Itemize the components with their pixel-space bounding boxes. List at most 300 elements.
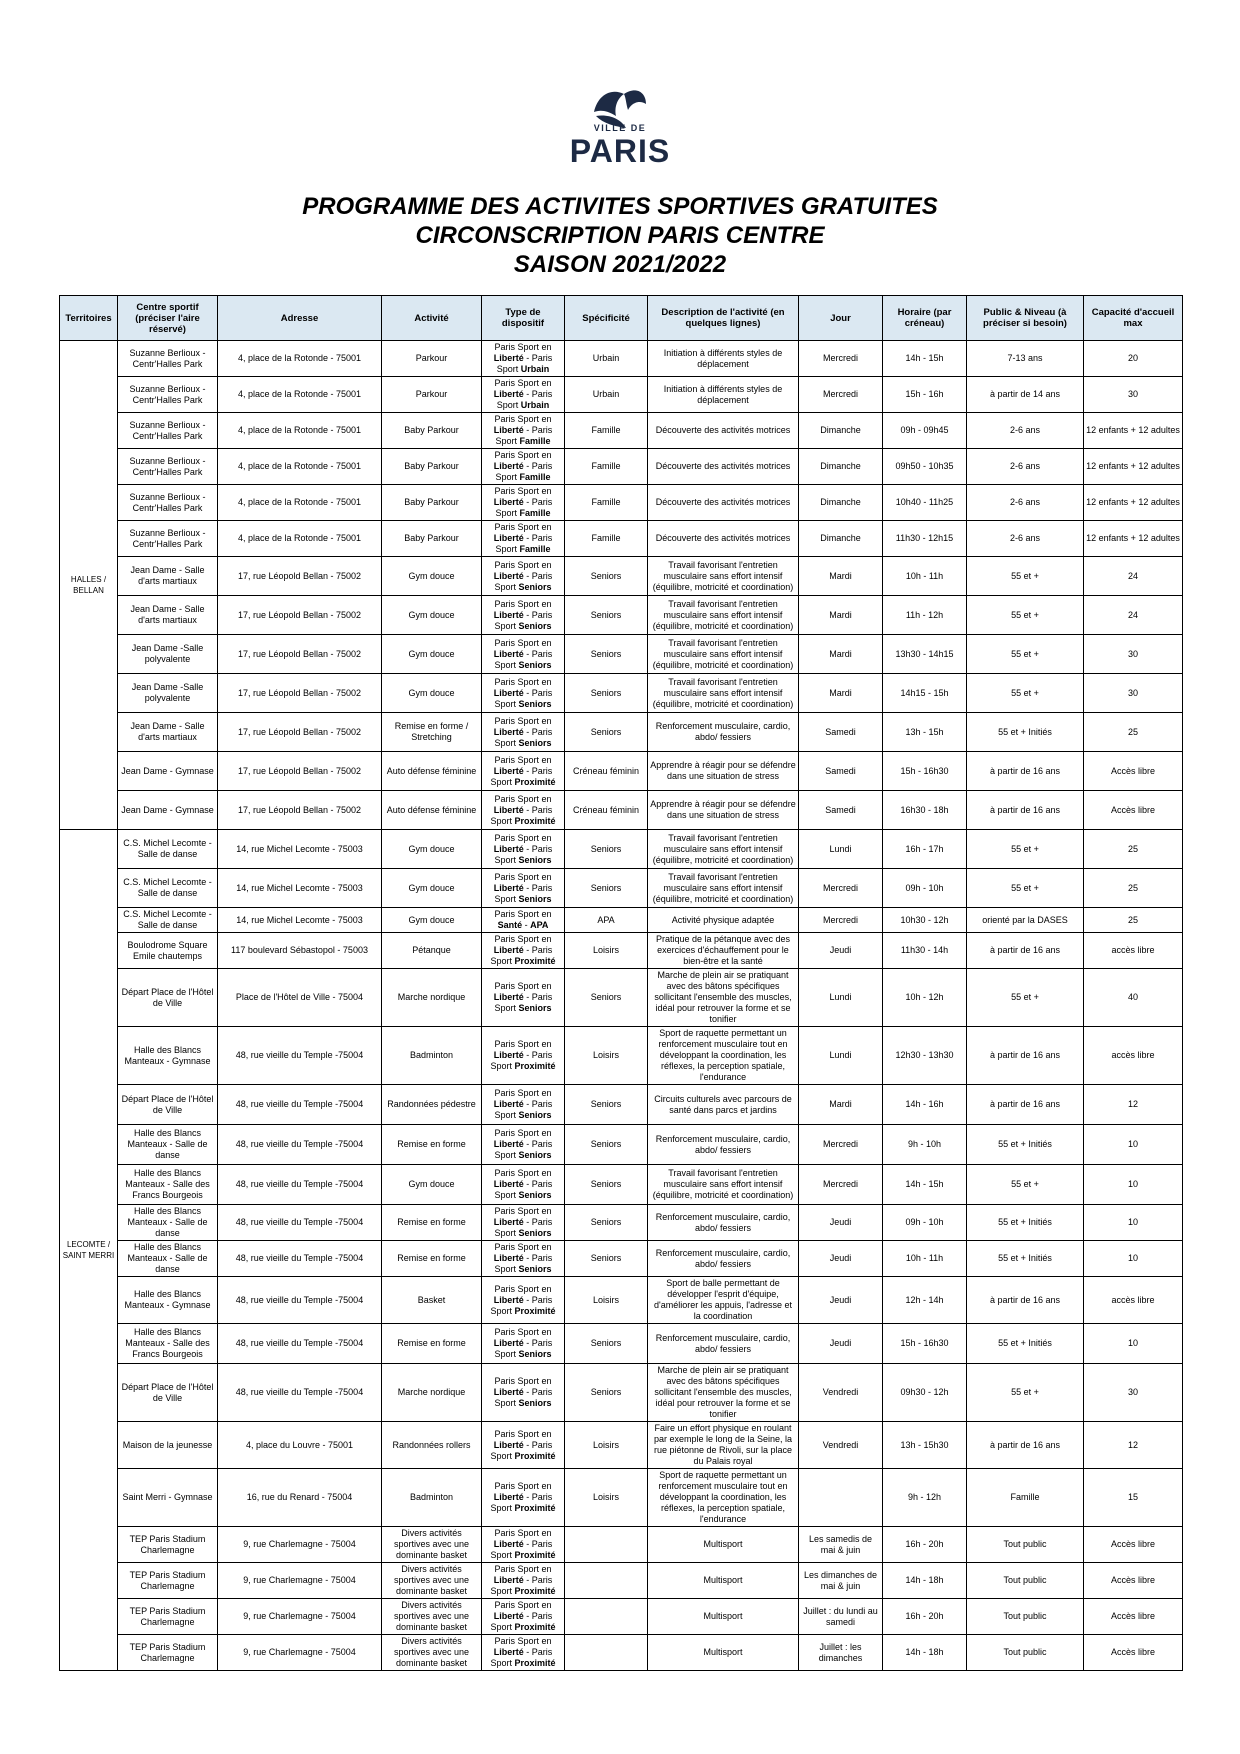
dispositif-pre: Paris Sport en xyxy=(494,832,552,843)
dispositif-bold1: Liberté xyxy=(493,1647,524,1657)
dispositif-pre: Paris Sport en xyxy=(494,1128,552,1138)
day-cell: Jeudi xyxy=(799,1324,883,1364)
dispositif-bold1: Liberté xyxy=(493,389,524,399)
time-cell: 15h - 16h30 xyxy=(883,1324,967,1364)
logo-subtitle: VILLE DE xyxy=(593,123,647,133)
dispositif-mid: - Paris Sport xyxy=(494,609,553,631)
dispositif-mid: - Paris Sport xyxy=(490,1294,553,1316)
activity-cell: Parkour xyxy=(382,377,482,413)
description-cell: Faire un effort physique en roulant par exemple le long de la Seine, la rue piétonne de Rivoli, sur la place du Palais royal xyxy=(648,1422,799,1469)
dispositif-bold1: Liberté xyxy=(493,570,524,581)
day-cell: Dimanche xyxy=(799,521,883,557)
audience-cell: 7-13 ans xyxy=(967,341,1084,377)
dispositif-pre: Paris Sport en xyxy=(494,909,552,919)
specificity-cell: Seniors xyxy=(565,1364,648,1422)
dispositif-bold2: Seniors xyxy=(518,1110,552,1120)
dispositif-bold1: Santé xyxy=(497,920,523,930)
dispositif-cell xyxy=(482,908,565,933)
dispositif-bold2: Seniors xyxy=(518,854,552,865)
dispositif-cell xyxy=(482,413,565,449)
capacity-cell: Accès libre xyxy=(1084,752,1183,791)
document-title: PROGRAMME DES ACTIVITES SPORTIVES GRATUITES xyxy=(302,193,938,220)
activities-table xyxy=(59,295,1183,1671)
dispositif-pre: Paris Sport en xyxy=(494,793,552,804)
audience-cell: à partir de 14 ans xyxy=(967,377,1084,413)
time-cell: 10h - 11h xyxy=(883,557,967,596)
dispositif-cell xyxy=(482,1085,565,1125)
table-row xyxy=(60,1125,1183,1165)
dispositif-bold2: Proximité xyxy=(514,1550,556,1560)
dispositif-pre: Paris Sport en xyxy=(494,1283,552,1294)
table-row xyxy=(60,830,1183,869)
audience-cell: 55 et + Initiés xyxy=(967,1241,1084,1277)
dispositif-mid: - Paris Sport xyxy=(490,1539,553,1560)
dispositif-mid: - Paris Sport xyxy=(490,765,553,787)
activity-cell: Divers activités sportives avec une dominante basket xyxy=(382,1635,482,1671)
address-cell: 48, rue vieille du Temple -75004 xyxy=(218,1364,382,1422)
dispositif-bold2: Famille xyxy=(519,436,551,446)
activity-cell: Remise en forme / Stretching xyxy=(382,713,482,752)
capacity-cell: 24 xyxy=(1084,596,1183,635)
description-cell: Travail favorisant l'entretien musculaire sans effort intensif (équilibre, motricité et coordination) xyxy=(648,557,799,596)
description-cell: Apprendre à réagir pour se défendre dans une situation de stress xyxy=(648,791,799,830)
time-cell: 12h - 14h xyxy=(883,1277,967,1324)
dispositif-pre: Paris Sport en xyxy=(494,1481,552,1491)
time-cell: 9h - 10h xyxy=(883,1125,967,1165)
season-title: SAISON 2021/2022 xyxy=(513,251,727,278)
specificity-cell: Famille xyxy=(565,449,648,485)
dispositif-pre: Paris Sport en xyxy=(494,1168,552,1178)
activity-cell: Remise en forme xyxy=(382,1324,482,1364)
table-row xyxy=(60,596,1183,635)
day-cell: Les samedis de mai & juin xyxy=(799,1527,883,1563)
dispositif-pre: Paris Sport en xyxy=(494,414,552,424)
dispositif-mid: - Paris Sport xyxy=(494,1217,553,1238)
dispositif-cell xyxy=(482,521,565,557)
capacity-cell: Accès libre xyxy=(1084,791,1183,830)
dispositif-pre: Paris Sport en xyxy=(494,934,552,944)
dispositif-mid: - Paris Sport xyxy=(490,1439,553,1461)
audience-cell: 55 et + Initiés xyxy=(967,1324,1084,1364)
dispositif-bold1: Liberté xyxy=(493,1294,524,1305)
day-cell: Dimanche xyxy=(799,449,883,485)
time-cell: 09h - 10h xyxy=(883,869,967,908)
dispositif-cell xyxy=(482,1469,565,1527)
dispositif-bold2: Seniors xyxy=(518,1398,552,1408)
time-cell: 9h - 12h xyxy=(883,1469,967,1527)
centre-cell: Jean Dame -Salle polyvalente xyxy=(118,674,218,713)
time-cell: 16h - 20h xyxy=(883,1599,967,1635)
dispositif-cell xyxy=(482,1422,565,1469)
description-cell: Travail favorisant l'entretien musculaire sans effort intensif (équilibre, motricité et coordination) xyxy=(648,869,799,908)
capacity-cell: 12 xyxy=(1084,1422,1183,1469)
capacity-cell: 10 xyxy=(1084,1324,1183,1364)
capacity-cell: accès libre xyxy=(1084,933,1183,969)
table-row xyxy=(60,377,1183,413)
dispositif-bold2: Proximité xyxy=(514,1658,556,1668)
activity-cell: Basket xyxy=(382,1277,482,1324)
day-cell: Mardi xyxy=(799,1085,883,1125)
dispositif-bold1: Liberté xyxy=(493,609,524,620)
dispositif-pre: Paris Sport en xyxy=(494,754,552,765)
dispositif-mid: - Paris Sport xyxy=(494,726,553,748)
specificity-cell: APA xyxy=(565,908,648,933)
dispositif-bold2: Proximité xyxy=(514,1450,556,1461)
dispositif-bold1: Liberté xyxy=(493,1338,524,1348)
dispositif-mid: - Paris Sport xyxy=(496,353,553,374)
address-cell: 17, rue Léopold Bellan - 75002 xyxy=(218,791,382,830)
specificity-cell: Famille xyxy=(565,485,648,521)
table-row xyxy=(60,791,1183,830)
day-cell: Dimanche xyxy=(799,413,883,449)
day-cell: Mercredi xyxy=(799,908,883,933)
dispositif-bold1: Liberté xyxy=(493,353,524,363)
dispositif-pre: Paris Sport en xyxy=(494,1242,552,1252)
table-row xyxy=(60,933,1183,969)
time-cell: 10h40 - 11h25 xyxy=(883,485,967,521)
description-cell: Multisport xyxy=(648,1563,799,1599)
dispositif-bold2: Urbain xyxy=(520,364,550,374)
activity-cell: Badminton xyxy=(382,1469,482,1527)
specificity-cell: Seniors xyxy=(565,1125,648,1165)
centre-cell: Jean Dame -Salle polyvalente xyxy=(118,635,218,674)
dispositif-mid: - Paris Sport xyxy=(494,648,553,670)
audience-cell: Famille xyxy=(967,1469,1084,1527)
specificity-cell: Seniors xyxy=(565,830,648,869)
day-cell: Mardi xyxy=(799,557,883,596)
description-cell: Activité physique adaptée xyxy=(648,908,799,933)
day-cell: Mercredi xyxy=(799,341,883,377)
centre-cell: Suzanne Berlioux - Centr'Halles Park xyxy=(118,377,218,413)
dispositif-cell xyxy=(482,969,565,1027)
dispositif-bold1: Liberté xyxy=(493,1575,524,1585)
capacity-cell: 40 xyxy=(1084,969,1183,1027)
table-row xyxy=(60,1277,1183,1324)
dispositif-cell xyxy=(482,1027,565,1085)
time-cell: 13h - 15h xyxy=(883,713,967,752)
dispositif-cell xyxy=(482,752,565,791)
time-cell: 09h - 10h xyxy=(883,1205,967,1241)
capacity-cell: 25 xyxy=(1084,713,1183,752)
table-row xyxy=(60,1599,1183,1635)
dispositif-pre: Paris Sport en xyxy=(494,715,552,726)
dispositif-bold1: Liberté xyxy=(493,425,524,435)
specificity-cell: Famille xyxy=(565,521,648,557)
specificity-cell: Seniors xyxy=(565,596,648,635)
address-cell: 9, rue Charlemagne - 75004 xyxy=(218,1599,382,1635)
capacity-cell: 10 xyxy=(1084,1205,1183,1241)
dispositif-pre: Paris Sport en xyxy=(494,559,552,570)
audience-cell: à partir de 16 ans xyxy=(967,1277,1084,1324)
column-header: Spécificité xyxy=(565,296,648,341)
centre-cell: Suzanne Berlioux - Centr'Halles Park xyxy=(118,485,218,521)
dispositif-bold1: Liberté xyxy=(493,1492,524,1502)
dispositif-mid: - Paris Sport xyxy=(494,1179,553,1200)
description-cell: Travail favorisant l'entretien musculaire sans effort intensif (équilibre, motricité et coordination) xyxy=(648,1165,799,1205)
dispositif-bold2: Seniors xyxy=(518,1264,552,1274)
time-cell: 15h - 16h30 xyxy=(883,752,967,791)
dispositif-cell xyxy=(482,1165,565,1205)
table-row xyxy=(60,969,1183,1027)
description-cell: Découverte des activités motrices xyxy=(648,413,799,449)
dispositif-cell xyxy=(482,1599,565,1635)
activity-cell: Gym douce xyxy=(382,674,482,713)
specificity-cell: Seniors xyxy=(565,1241,648,1277)
address-cell: 9, rue Charlemagne - 75004 xyxy=(218,1563,382,1599)
capacity-cell: 10 xyxy=(1084,1125,1183,1165)
audience-cell: à partir de 16 ans xyxy=(967,1085,1084,1125)
dispositif-pre: Paris Sport en xyxy=(494,342,552,352)
address-cell: 16, rue du Renard - 75004 xyxy=(218,1469,382,1527)
table-row xyxy=(60,713,1183,752)
description-cell: Renforcement musculaire, cardio, abdo/ fessiers xyxy=(648,1324,799,1364)
specificity-cell: Loisirs xyxy=(565,933,648,969)
capacity-cell: 15 xyxy=(1084,1469,1183,1527)
specificity-cell: Seniors xyxy=(565,1324,648,1364)
time-cell: 14h - 15h xyxy=(883,341,967,377)
column-header: Jour xyxy=(799,296,883,341)
dispositif-mid: - Paris Sport xyxy=(490,945,553,966)
dispositif-mid: - Paris Sport xyxy=(494,687,553,709)
time-cell: 14h - 15h xyxy=(883,1165,967,1205)
dispositif-bold2: Seniors xyxy=(518,1349,552,1359)
activity-cell: Divers activités sportives avec une dominante basket xyxy=(382,1563,482,1599)
dispositif-mid: - Paris Sport xyxy=(495,497,553,518)
territory-cell: LECOMTE / SAINT MERRI xyxy=(60,830,118,1671)
description-cell: Découverte des activités motrices xyxy=(648,485,799,521)
capacity-cell: Accès libre xyxy=(1084,1563,1183,1599)
dispositif-bold2: Seniors xyxy=(518,1003,552,1013)
time-cell: 10h - 11h xyxy=(883,1241,967,1277)
dispositif-pre: Paris Sport en xyxy=(494,378,552,388)
specificity-cell: Loisirs xyxy=(565,1469,648,1527)
table-row xyxy=(60,674,1183,713)
specificity-cell xyxy=(565,1563,648,1599)
capacity-cell: Accès libre xyxy=(1084,1635,1183,1671)
address-cell: 48, rue vieille du Temple -75004 xyxy=(218,1241,382,1277)
dispositif-bold2: Seniors xyxy=(518,893,552,904)
description-cell: Sport de balle permettant de développer l'esprit d'équipe, d'améliorer les appuis, l'adresse et la coordination xyxy=(648,1277,799,1324)
dispositif-mid: - Paris Sport xyxy=(490,1647,553,1668)
audience-cell: 55 et + xyxy=(967,596,1084,635)
activity-cell: Baby Parkour xyxy=(382,521,482,557)
dispositif-pre: Paris Sport en xyxy=(494,450,552,460)
specificity-cell: Loisirs xyxy=(565,1027,648,1085)
dispositif-cell xyxy=(482,1364,565,1422)
capacity-cell: 12 xyxy=(1084,1085,1183,1125)
time-cell: 11h30 - 12h15 xyxy=(883,521,967,557)
column-header: Description de l'activité (en quelques lignes) xyxy=(648,296,799,341)
dispositif-pre: Paris Sport en xyxy=(494,1327,552,1337)
dispositif-mid: - Paris Sport xyxy=(494,882,553,904)
dispositif-bold2: Proximité xyxy=(514,1622,556,1632)
activity-cell: Marche nordique xyxy=(382,1364,482,1422)
dispositif-mid: - Paris Sport xyxy=(494,992,553,1013)
day-cell: Mercredi xyxy=(799,869,883,908)
time-cell: 09h30 - 12h xyxy=(883,1364,967,1422)
activity-cell: Gym douce xyxy=(382,908,482,933)
description-cell: Travail favorisant l'entretien musculaire sans effort intensif (équilibre, motricité et coordination) xyxy=(648,635,799,674)
dispositif-pre: Paris Sport en xyxy=(494,522,552,532)
audience-cell: 55 et + xyxy=(967,1364,1084,1422)
address-cell: 17, rue Léopold Bellan - 75002 xyxy=(218,752,382,791)
centre-cell: C.S. Michel Lecomte - Salle de danse xyxy=(118,908,218,933)
table-header-row xyxy=(60,296,1183,341)
day-cell: Lundi xyxy=(799,969,883,1027)
activity-cell: Baby Parkour xyxy=(382,485,482,521)
audience-cell: Tout public xyxy=(967,1599,1084,1635)
address-cell: 48, rue vieille du Temple -75004 xyxy=(218,1324,382,1364)
address-cell: 48, rue vieille du Temple -75004 xyxy=(218,1205,382,1241)
specificity-cell: Seniors xyxy=(565,635,648,674)
audience-cell: 55 et + xyxy=(967,869,1084,908)
specificity-cell xyxy=(565,1599,648,1635)
centre-cell: Halle des Blancs Manteaux - Salle de danse xyxy=(118,1241,218,1277)
day-cell: Jeudi xyxy=(799,933,883,969)
day-cell: Samedi xyxy=(799,752,883,791)
column-header: Centre sportif (préciser l'aire réservé) xyxy=(118,296,218,341)
activity-cell: Parkour xyxy=(382,341,482,377)
centre-cell: Départ Place de l'Hôtel de Ville xyxy=(118,1085,218,1125)
dispositif-bold1: Liberté xyxy=(493,1253,524,1263)
address-cell: 17, rue Léopold Bellan - 75002 xyxy=(218,713,382,752)
activity-cell: Remise en forme xyxy=(382,1205,482,1241)
dispositif-cell xyxy=(482,791,565,830)
dispositif-cell xyxy=(482,341,565,377)
address-cell: 48, rue vieille du Temple -75004 xyxy=(218,1027,382,1085)
audience-cell: Tout public xyxy=(967,1527,1084,1563)
capacity-cell: 24 xyxy=(1084,557,1183,596)
table-row xyxy=(60,521,1183,557)
centre-cell: Halle des Blancs Manteaux - Salle de danse xyxy=(118,1205,218,1241)
audience-cell: 2-6 ans xyxy=(967,449,1084,485)
time-cell: 11h - 12h xyxy=(883,596,967,635)
territory-cell: HALLES / BELLAN xyxy=(60,341,118,830)
centre-cell: Jean Dame - Gymnase xyxy=(118,752,218,791)
description-cell: Marche de plein air se pratiquant avec des bâtons spécifiques sollicitant l'ensemble des muscles, idéal pour retrouver la forme et se tonifier xyxy=(648,969,799,1027)
activity-cell: Baby Parkour xyxy=(382,449,482,485)
table-row xyxy=(60,1241,1183,1277)
dispositif-bold1: Liberté xyxy=(493,497,524,507)
description-cell: Apprendre à réagir pour se défendre dans une situation de stress xyxy=(648,752,799,791)
table-row xyxy=(60,413,1183,449)
dispositif-cell xyxy=(482,1125,565,1165)
centre-cell: C.S. Michel Lecomte - Salle de danse xyxy=(118,830,218,869)
capacity-cell: 10 xyxy=(1084,1241,1183,1277)
centre-cell: Suzanne Berlioux - Centr'Halles Park xyxy=(118,449,218,485)
day-cell: Mercredi xyxy=(799,377,883,413)
dispositif-cell xyxy=(482,933,565,969)
day-cell: Lundi xyxy=(799,830,883,869)
dispositif-bold2: Famille xyxy=(519,544,551,554)
day-cell: Les dimanches de mai & juin xyxy=(799,1563,883,1599)
day-cell: Samedi xyxy=(799,791,883,830)
description-cell: Renforcement musculaire, cardio, abdo/ fessiers xyxy=(648,713,799,752)
centre-cell: Halle des Blancs Manteaux - Gymnase xyxy=(118,1277,218,1324)
description-cell: Multisport xyxy=(648,1527,799,1563)
capacity-cell: 30 xyxy=(1084,377,1183,413)
day-cell: Vendredi xyxy=(799,1364,883,1422)
dispositif-mid: - Paris Sport xyxy=(496,389,553,410)
dispositif-pre: Paris Sport en xyxy=(494,637,552,648)
centre-cell: Saint Merri - Gymnase xyxy=(118,1469,218,1527)
dispositif-cell xyxy=(482,713,565,752)
audience-cell: 55 et + Initiés xyxy=(967,1125,1084,1165)
centre-cell: TEP Paris Stadium Charlemagne xyxy=(118,1563,218,1599)
dispositif-bold2: Urbain xyxy=(520,400,550,410)
capacity-cell: Accès libre xyxy=(1084,1599,1183,1635)
time-cell: 15h - 16h xyxy=(883,377,967,413)
address-cell: 9, rue Charlemagne - 75004 xyxy=(218,1527,382,1563)
dispositif-bold1: Liberté xyxy=(493,687,524,698)
time-cell: 10h - 12h xyxy=(883,969,967,1027)
dispositif-bold2: Proximité xyxy=(514,815,556,826)
table-row xyxy=(60,485,1183,521)
dispositif-bold2: Proximité xyxy=(514,956,556,966)
dispositif-mid: - Paris Sport xyxy=(490,1492,553,1513)
address-cell: 4, place du Louvre - 75001 xyxy=(218,1422,382,1469)
address-cell: 117 boulevard Sébastopol - 75003 xyxy=(218,933,382,969)
description-cell: Sport de raquette permettant un renforcement musculaire tout en développant la coordination, les réflexes, la perception spatiale, l'endurance xyxy=(648,1469,799,1527)
dispositif-bold2: Seniors xyxy=(518,737,552,748)
address-cell: 4, place de la Rotonde - 75001 xyxy=(218,449,382,485)
centre-cell: Halle des Blancs Manteaux - Salle des Francs Bourgeois xyxy=(118,1165,218,1205)
day-cell xyxy=(799,1469,883,1527)
audience-cell: à partir de 16 ans xyxy=(967,933,1084,969)
dispositif-bold1: Liberté xyxy=(493,992,524,1002)
specificity-cell: Loisirs xyxy=(565,1422,648,1469)
dispositif-bold2: Seniors xyxy=(518,581,552,592)
centre-cell: Jean Dame - Salle d'arts martiaux xyxy=(118,713,218,752)
dispositif-bold1: Liberté xyxy=(493,1217,524,1227)
table-row xyxy=(60,449,1183,485)
description-cell: Multisport xyxy=(648,1635,799,1671)
dispositif-pre: Paris Sport en xyxy=(494,981,552,991)
description-cell: Marche de plein air se pratiquant avec des bâtons spécifiques sollicitant l'ensemble des muscles, idéal pour retrouver la forme et se tonifier xyxy=(648,1364,799,1422)
specificity-cell: Seniors xyxy=(565,557,648,596)
specificity-cell: Urbain xyxy=(565,377,648,413)
capacity-cell: 20 xyxy=(1084,341,1183,377)
time-cell: 14h - 16h xyxy=(883,1085,967,1125)
dispositif-bold1: Liberté xyxy=(493,726,524,737)
address-cell: 48, rue vieille du Temple -75004 xyxy=(218,1085,382,1125)
centre-cell: TEP Paris Stadium Charlemagne xyxy=(118,1527,218,1563)
table-row xyxy=(60,1205,1183,1241)
time-cell: 13h30 - 14h15 xyxy=(883,635,967,674)
dispositif-mid: - Paris Sport xyxy=(494,1139,553,1160)
audience-cell: 55 et + xyxy=(967,557,1084,596)
audience-cell: 2-6 ans xyxy=(967,521,1084,557)
day-cell: Mardi xyxy=(799,596,883,635)
table-row xyxy=(60,1085,1183,1125)
audience-cell: 55 et + xyxy=(967,830,1084,869)
dispositif-cell xyxy=(482,1241,565,1277)
day-cell: Dimanche xyxy=(799,485,883,521)
capacity-cell: Accès libre xyxy=(1084,1527,1183,1563)
dispositif-cell xyxy=(482,596,565,635)
capacity-cell: 30 xyxy=(1084,1364,1183,1422)
address-cell: 4, place de la Rotonde - 75001 xyxy=(218,341,382,377)
audience-cell: 55 et + Initiés xyxy=(967,1205,1084,1241)
specificity-cell: Seniors xyxy=(565,713,648,752)
activity-cell: Remise en forme xyxy=(382,1125,482,1165)
activity-cell: Gym douce xyxy=(382,557,482,596)
dispositif-bold2: Seniors xyxy=(518,620,552,631)
activity-cell: Marche nordique xyxy=(382,969,482,1027)
activity-cell: Gym douce xyxy=(382,1165,482,1205)
audience-cell: à partir de 16 ans xyxy=(967,1027,1084,1085)
table-row xyxy=(60,908,1183,933)
